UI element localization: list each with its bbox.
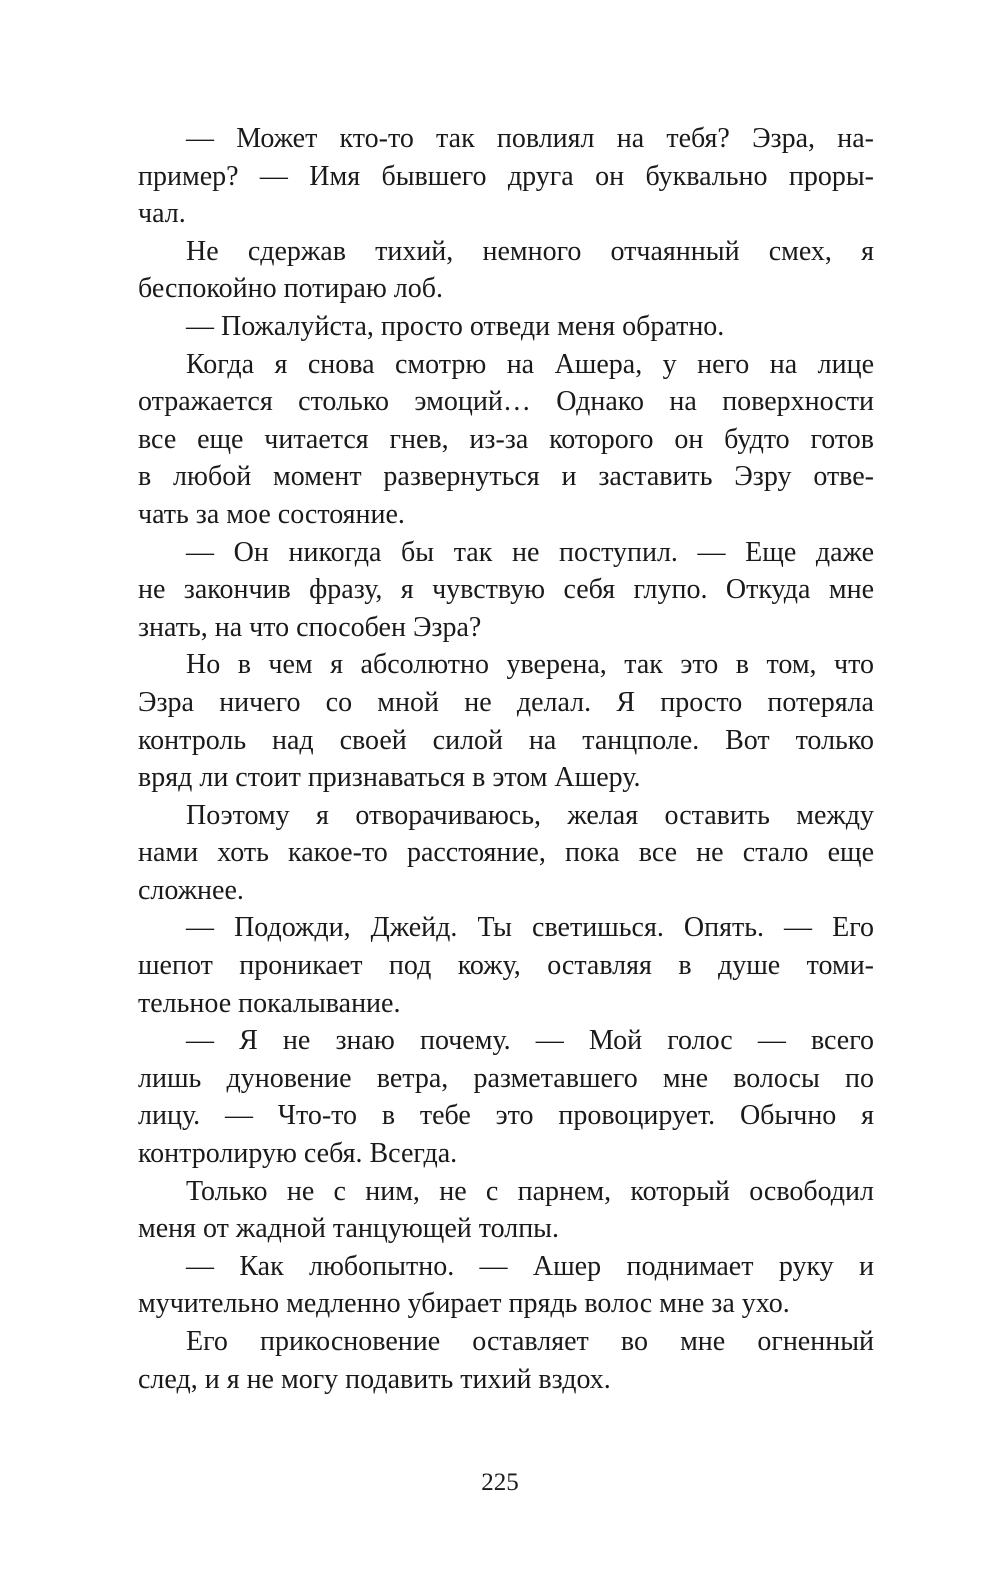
text-line: Когда я снова смотрю на Ашера, у него на лице — [186, 348, 874, 380]
paragraph-6 — [138, 646, 874, 796]
text-line: лицу. — Что-то в тебе это провоцирует. Обычно я — [138, 1100, 874, 1132]
text-line: Не сдержав тихий, немного отчаянный смех, я — [186, 235, 874, 267]
text-line: все еще читается гнев, из-за которого он будто готов — [138, 423, 874, 455]
text-line: контролирую себя. Всегда. — [138, 1138, 458, 1170]
text-line: — Подожди, Джейд. Ты светишься. Опять. — Его — [186, 912, 874, 944]
text-line: мучительно медленно убирает прядь волос мне за ухо. — [138, 1288, 790, 1320]
paragraph-4 — [138, 346, 874, 534]
text-fragment: чал. — [138, 198, 186, 230]
text-line: шепот проникает под кожу, оставляя в душе томи- — [138, 950, 874, 982]
text-line: меня от жадной танцующей толпы. — [138, 1213, 559, 1245]
text-line: не закончив фразу, я чувствую себя глупо. Откуда мне — [138, 574, 874, 606]
text-line: чать за мое состояние. — [138, 498, 405, 530]
text-line: — Я не знаю почему. — Мой голос — всего — [186, 1025, 874, 1057]
text-line: сложнее. — [138, 874, 244, 906]
text-line — [138, 158, 874, 196]
text-line: Его прикосновение оставляет во мне огненный — [186, 1326, 874, 1357]
page-body-text — [138, 120, 874, 1398]
text-line — [138, 195, 874, 233]
paragraph-1 — [138, 120, 874, 233]
text-fragment: пример? — Имя бывшего друга он буквально проры- — [138, 160, 874, 192]
text-line: знать, на что способен Эзра? — [138, 611, 482, 643]
page-number: 225 — [481, 1469, 519, 1496]
text-line: лишь дуновение ветра, разметавшего мне волосы по — [138, 1062, 874, 1094]
text-line: Только не с ним, не с парнем, который освободил — [186, 1175, 874, 1207]
text-line: — Как любопытно. — Ашер поднимает руку и — [186, 1250, 874, 1282]
text-line: беспокойно потираю лоб. — [138, 273, 443, 305]
text-line: Эзра ничего со мной не делал. Я просто потеряла — [138, 686, 874, 718]
text-line: в любой момент развернуться и заставить Эзру отве- — [138, 461, 874, 493]
paragraph-10 — [138, 1173, 874, 1248]
paragraph-2 — [138, 233, 874, 308]
text-line: — Он никогда бы так не поступил. — Еще даже — [186, 536, 874, 568]
paragraph-5 — [138, 534, 874, 647]
text-line: — Может кто-то так повлиял на тебя? Эзра, на- — [186, 123, 874, 154]
paragraph-7 — [138, 797, 874, 910]
text-line: отражается столько эмоций… Однако на поверхности — [138, 386, 874, 418]
text-line: Поэтому я отворачиваюсь, желая оставить между — [186, 799, 874, 831]
text-line: — Пожалуйста, просто отведи меня обратно. — [186, 310, 725, 342]
paragraph-12 — [138, 1323, 874, 1398]
text-line: тельное покалывание. — [138, 987, 401, 1019]
text-line: нами хоть какое-то расстояние, пока все не стало еще — [138, 837, 874, 869]
text-line: Но в чем я абсолютно уверена, так это в том, что — [186, 649, 874, 681]
paragraph-3 — [138, 308, 874, 346]
paragraph-11 — [138, 1248, 874, 1323]
paragraph-9 — [138, 1022, 874, 1172]
text-line: след, и я не могу подавить тихий вздох. — [138, 1363, 611, 1395]
text-line: контроль над своей силой на танцполе. Вот только — [138, 724, 874, 756]
paragraph-8 — [138, 909, 874, 1022]
text-line: вряд ли стоит признаваться в этом Ашеру. — [138, 762, 641, 794]
